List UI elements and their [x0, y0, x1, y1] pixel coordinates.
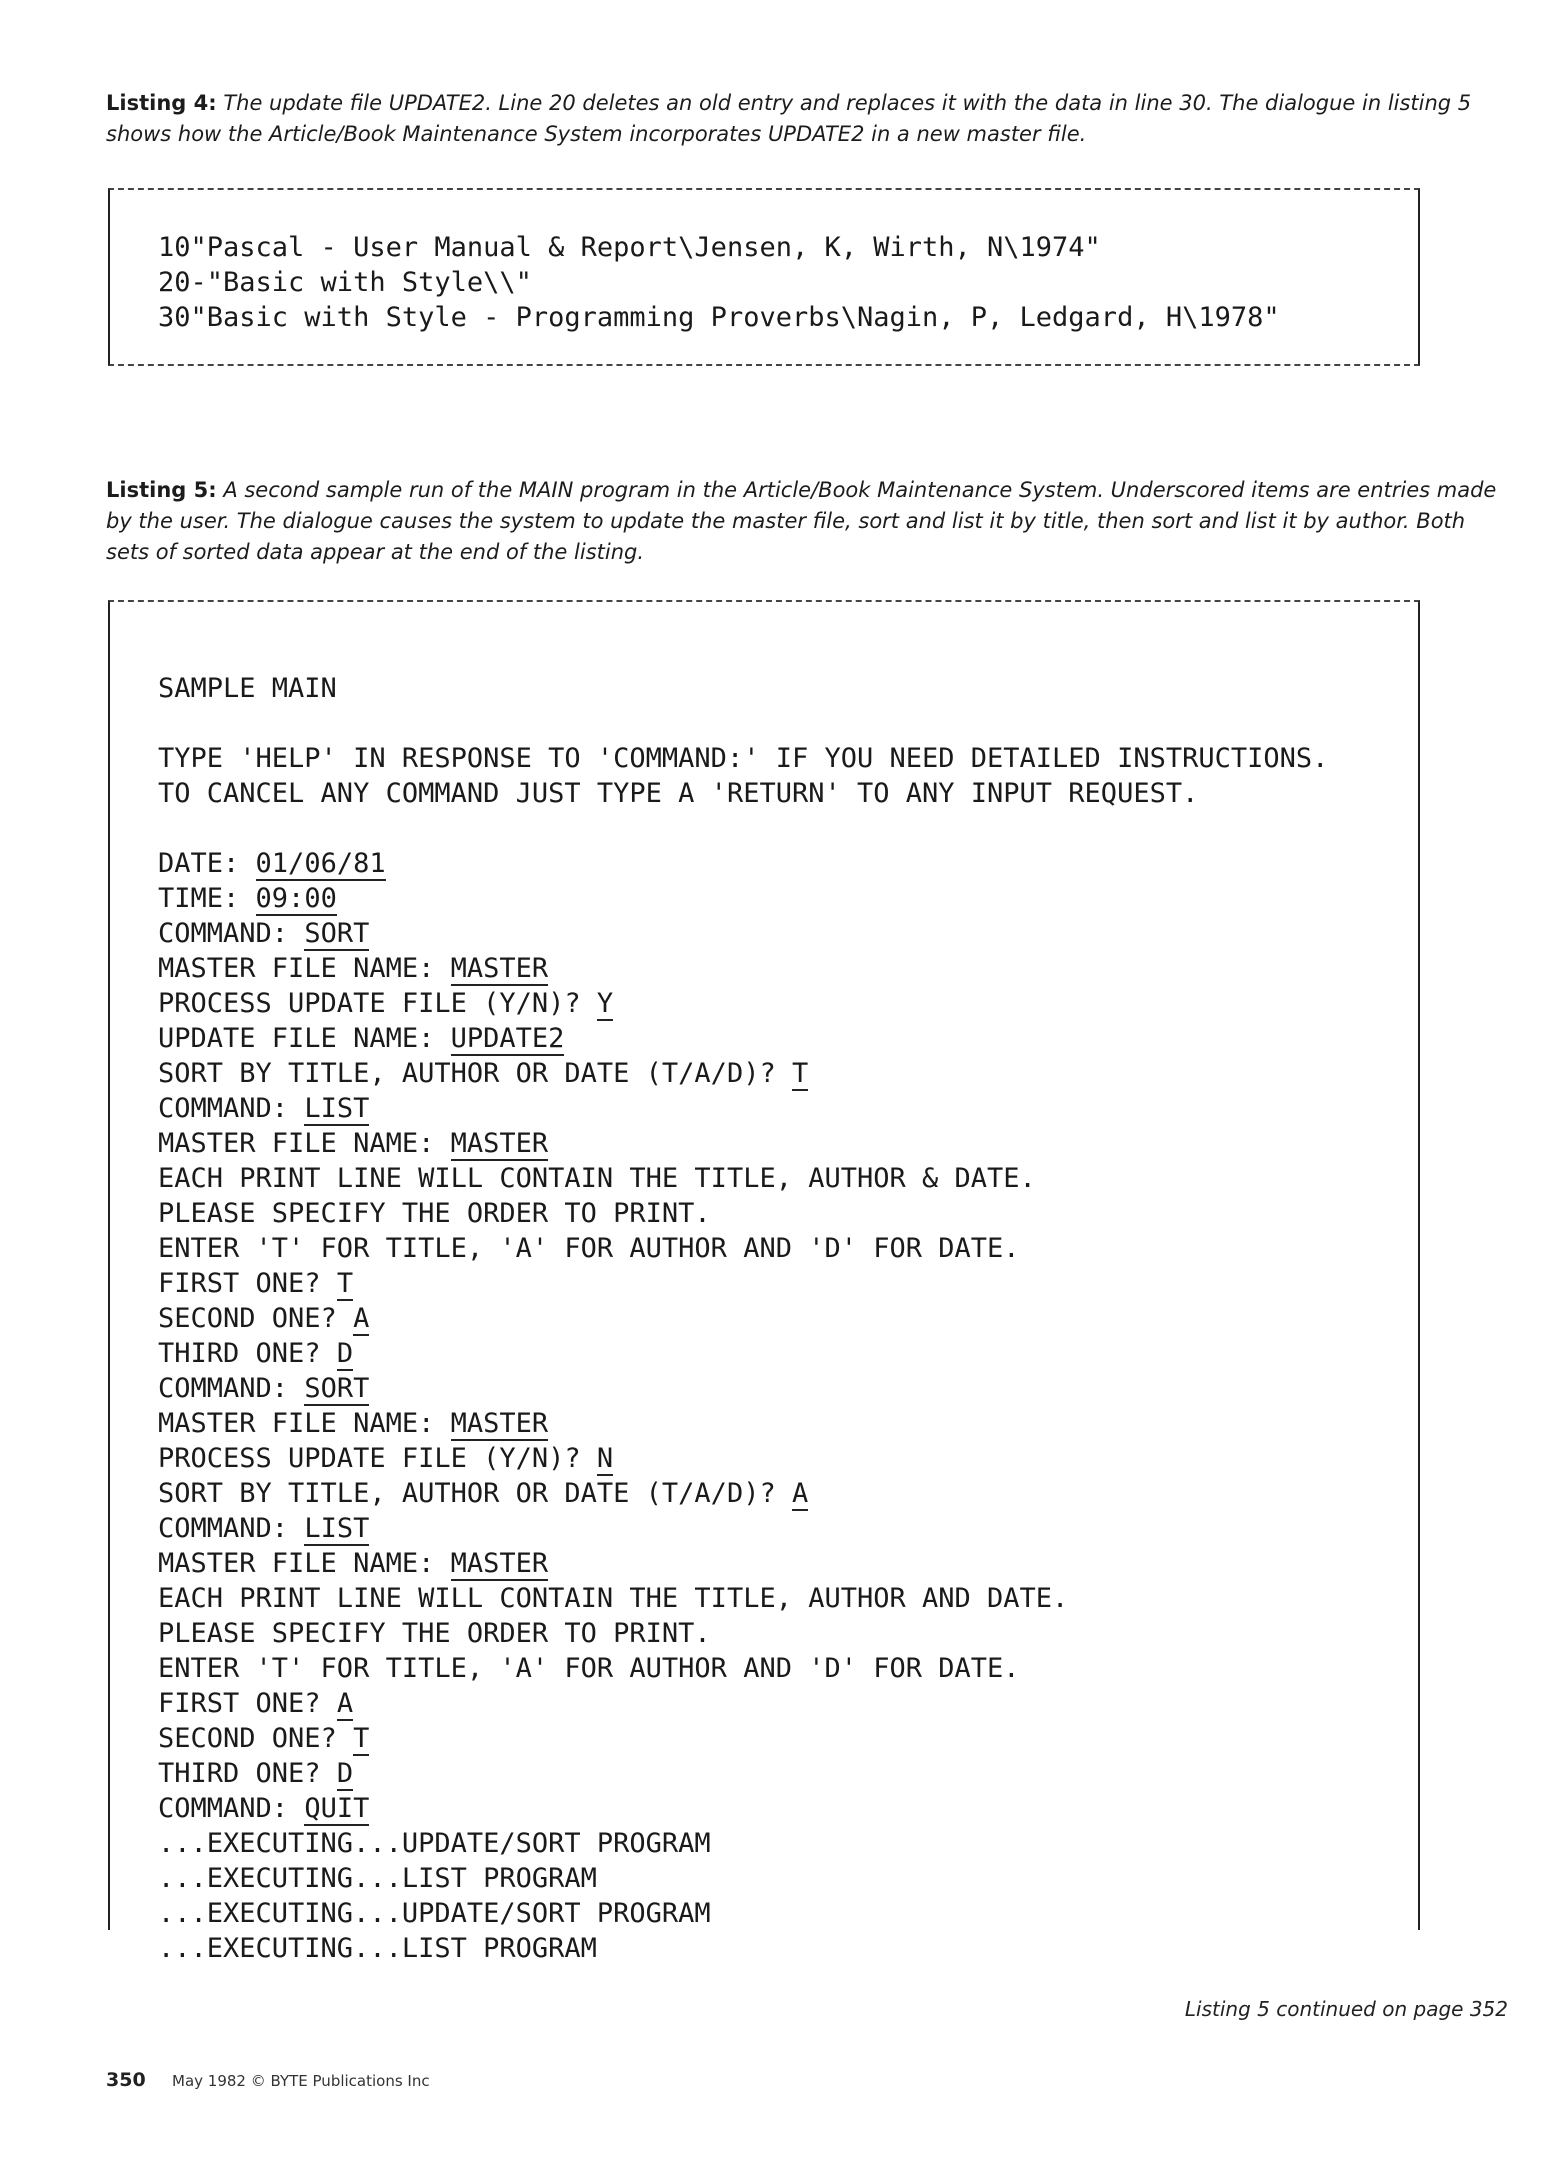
- listing5-caption: [106, 475, 1506, 568]
- user-entry: MASTER: [450, 1408, 549, 1439]
- listing5-line: [158, 1686, 1328, 1721]
- prompt-text: PROCESS UPDATE FILE (Y/N)?: [158, 1443, 597, 1474]
- listing5-line: [158, 776, 1328, 811]
- user-entry: MASTER: [450, 1548, 549, 1579]
- user-entry: T: [791, 1058, 809, 1089]
- listing5-line: [158, 1651, 1328, 1686]
- user-entry: QUIT: [304, 1793, 370, 1824]
- prompt-text: FIRST ONE?: [158, 1688, 337, 1719]
- prompt-text: COMMAND:: [158, 1093, 305, 1124]
- listing4-caption-text: The update file UPDATE2. Line 20 deletes an old entry and replaces it with the data in line 30. The dialogue in listing 5 shows how the Article/Book Maintenance System incorporates UPDATE2 in a new master file.: [106, 91, 1472, 146]
- prompt-text: UPDATE FILE NAME:: [158, 1023, 451, 1054]
- listing5-line: [158, 1231, 1328, 1266]
- listing4-caption: [106, 88, 1506, 150]
- user-entry: 09:00: [255, 883, 337, 914]
- user-entry: T: [336, 1268, 354, 1299]
- user-entry: MASTER: [450, 953, 549, 984]
- listing5-line: [158, 1721, 1328, 1756]
- listing5-line: [158, 1021, 1328, 1056]
- prompt-text: THIRD ONE?: [158, 1338, 337, 1369]
- listing5-line: [158, 916, 1328, 951]
- prompt-text: MASTER FILE NAME:: [158, 1548, 451, 1579]
- user-entry: LIST: [304, 1093, 370, 1124]
- user-entry: D: [336, 1338, 354, 1369]
- listing5-line: [158, 1546, 1328, 1581]
- user-entry: T: [353, 1723, 370, 1754]
- listing5-line: [158, 1476, 1328, 1511]
- listing5-line: [158, 1091, 1328, 1126]
- listing5-line: [158, 1056, 1328, 1091]
- listing5-line: [158, 1196, 1328, 1231]
- listing5-line: [158, 1581, 1328, 1616]
- page-number: 350: [106, 2069, 146, 2091]
- prompt-text: SECOND ONE?: [158, 1303, 354, 1334]
- listing5-line: [158, 1511, 1328, 1546]
- prompt-text: ...EXECUTING...UPDATE/SORT PROGRAM: [158, 1828, 711, 1859]
- prompt-text: EACH PRINT LINE WILL CONTAIN THE TITLE, AUTHOR AND DATE.: [158, 1583, 1069, 1614]
- prompt-text: TYPE 'HELP' IN RESPONSE TO 'COMMAND:' IF YOU NEED DETAILED INSTRUCTIONS.: [158, 743, 1329, 774]
- user-entry: D: [336, 1758, 354, 1789]
- listing5-line: [158, 846, 1328, 881]
- listing5-line: [158, 951, 1328, 986]
- prompt-text: EACH PRINT LINE WILL CONTAIN THE TITLE, AUTHOR & DATE.: [158, 1163, 1036, 1194]
- prompt-text: MASTER FILE NAME:: [158, 953, 451, 984]
- user-entry: MASTER: [450, 1128, 549, 1159]
- continued-note: Listing 5 continued on page 352: [1184, 1997, 1508, 2021]
- listing4-code: [158, 230, 1280, 335]
- listing5-line: [158, 881, 1328, 916]
- listing5-label: Listing 5:: [106, 478, 217, 502]
- listing5-box: [108, 600, 1420, 1964]
- prompt-text: ...EXECUTING...LIST PROGRAM: [158, 1863, 597, 1894]
- listing5-line: [158, 1406, 1328, 1441]
- listing5-line: [158, 636, 1328, 671]
- prompt-text: COMMAND:: [158, 1373, 305, 1404]
- prompt-text: COMMAND:: [158, 1793, 305, 1824]
- listing5-line: [158, 1126, 1328, 1161]
- prompt-text: FIRST ONE?: [158, 1268, 337, 1299]
- prompt-text: MASTER FILE NAME:: [158, 1408, 451, 1439]
- prompt-text: SECOND ONE?: [158, 1723, 354, 1754]
- prompt-text: SORT BY TITLE, AUTHOR OR DATE (T/A/D)?: [158, 1478, 792, 1509]
- prompt-text: TO CANCEL ANY COMMAND JUST TYPE A 'RETURN' TO ANY INPUT REQUEST.: [158, 778, 1199, 809]
- user-entry: LIST: [304, 1513, 370, 1544]
- listing5-line: [158, 1371, 1328, 1406]
- listing5-line: [158, 1441, 1328, 1476]
- listing5-line: [158, 1756, 1328, 1791]
- prompt-text: ENTER 'T' FOR TITLE, 'A' FOR AUTHOR AND 'D' FOR DATE.: [158, 1233, 1020, 1264]
- prompt-text: PROCESS UPDATE FILE (Y/N)?: [158, 988, 597, 1019]
- listing5-line: [158, 1301, 1328, 1336]
- listing5-line: [158, 706, 1328, 741]
- user-entry: UPDATE2: [450, 1023, 565, 1054]
- prompt-text: DATE:: [158, 848, 256, 879]
- prompt-text: PLEASE SPECIFY THE ORDER TO PRINT.: [158, 1198, 711, 1229]
- prompt-text: ...EXECUTING...LIST PROGRAM: [158, 1933, 597, 1964]
- user-entry: SORT: [304, 1373, 370, 1404]
- prompt-text: TIME:: [158, 883, 256, 914]
- user-entry: A: [353, 1303, 370, 1334]
- publication-line: May 1982 © BYTE Publications Inc: [172, 2072, 430, 2090]
- user-entry: A: [336, 1688, 354, 1719]
- prompt-text: COMMAND:: [158, 1513, 305, 1544]
- prompt-text: SORT BY TITLE, AUTHOR OR DATE (T/A/D)?: [158, 1058, 792, 1089]
- listing5-code: [158, 636, 1328, 1966]
- listing5-line: [158, 811, 1328, 846]
- listing4-line: 30"Basic with Style - Programming Proverbs\Nagin, P, Ledgard, H\1978": [158, 302, 1280, 333]
- listing5-line: [158, 1931, 1328, 1966]
- prompt-text: SAMPLE MAIN: [158, 673, 337, 704]
- listing5-line: [158, 1336, 1328, 1371]
- listing5-line: [158, 1161, 1328, 1196]
- listing5-line: [158, 741, 1328, 776]
- listing5-line: [158, 1791, 1328, 1826]
- listing5-line: [158, 1266, 1328, 1301]
- user-entry: SORT: [304, 918, 370, 949]
- listing4-label: Listing 4:: [106, 91, 217, 115]
- listing5-line: [158, 671, 1328, 706]
- prompt-text: MASTER FILE NAME:: [158, 1128, 451, 1159]
- listing5-line: [158, 1861, 1328, 1896]
- listing4-line: 10"Pascal - User Manual & Report\Jensen, K, Wirth, N\1974": [158, 232, 1101, 263]
- prompt-text: THIRD ONE?: [158, 1758, 337, 1789]
- listing4-box: [108, 188, 1420, 366]
- prompt-text: COMMAND:: [158, 918, 305, 949]
- user-entry: 01/06/81: [255, 848, 386, 879]
- listing5-line: [158, 1616, 1328, 1651]
- prompt-text: PLEASE SPECIFY THE ORDER TO PRINT.: [158, 1618, 711, 1649]
- listing5-caption-text: A second sample run of the MAIN program in the Article/Book Maintenance System. Underscored items are entries made by the user. The dialogue causes the system to update the master file, sort and list it by title, then sort and list it by author. Both sets of sorted data appear at the end of the listing.: [106, 478, 1497, 564]
- listing5-line: [158, 1826, 1328, 1861]
- listing5-line: [158, 1896, 1328, 1931]
- prompt-text: ...EXECUTING...UPDATE/SORT PROGRAM: [158, 1898, 711, 1929]
- prompt-text: ENTER 'T' FOR TITLE, 'A' FOR AUTHOR AND 'D' FOR DATE.: [158, 1653, 1020, 1684]
- user-entry: N: [596, 1443, 614, 1474]
- listing4-line: 20-"Basic with Style\\": [158, 267, 532, 298]
- user-entry: A: [791, 1478, 809, 1509]
- user-entry: Y: [596, 988, 614, 1019]
- listing5-line: [158, 986, 1328, 1021]
